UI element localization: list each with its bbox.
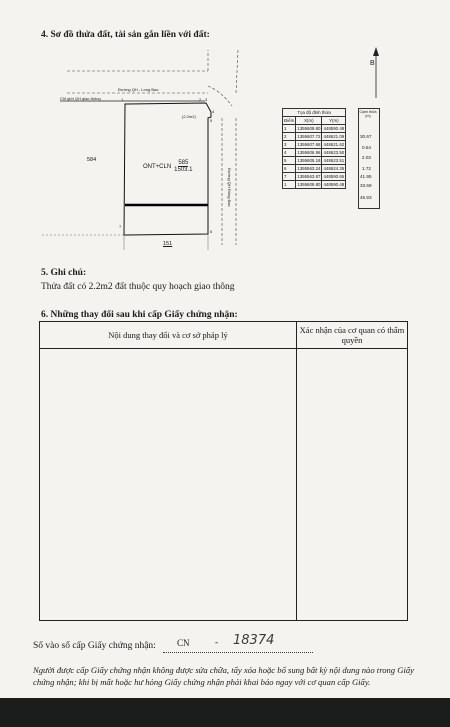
point-5: 5 bbox=[210, 118, 213, 123]
land-plot-diagram bbox=[0, 0, 450, 300]
table-row: 2 1395607.72 448621.09 bbox=[284, 134, 345, 139]
section5-note: Thửa đất có 2.2m2 đất thuộc quy hoạch giao thông bbox=[41, 282, 235, 292]
left-neighbor-label: 584 bbox=[87, 157, 97, 163]
road-right-label: Đường QH Đồng Bao bbox=[227, 168, 232, 207]
table-row: 3 1395607.68 448621.62 bbox=[284, 142, 345, 147]
changes-confirmation-cell bbox=[296, 349, 407, 621]
road-boundary-label: Chỉ giới QH giao thông bbox=[60, 96, 101, 101]
bottom-neighbor-label: 151 bbox=[163, 241, 173, 247]
length-value: 45.93 bbox=[360, 195, 372, 200]
table-row: 1 1395609.80 448590.48 bbox=[284, 126, 345, 131]
registry-dash: - bbox=[215, 638, 219, 648]
parcel-label: ONT+CLN 585 1503.1 bbox=[143, 160, 193, 173]
area-note-label: (2.2m2) bbox=[182, 114, 196, 119]
table-row: 7 1395563.87 448590.65 bbox=[284, 174, 345, 179]
section5-title: 5. Ghi chú: bbox=[41, 268, 87, 278]
changes-col-content: Nội dung thay đổi và cơ sở pháp lý bbox=[40, 322, 297, 349]
coord-header-y: Y(m) bbox=[322, 117, 346, 125]
table-row: 1 1395609.80 448590.48 bbox=[284, 182, 345, 187]
point-6: 6 bbox=[210, 229, 213, 234]
section4-title: 4. Sơ đồ thửa đất, tài sản gắn liền với đất: bbox=[41, 30, 210, 40]
coordinate-table bbox=[282, 108, 346, 189]
table-row: 5 1395605.18 448623.51 bbox=[284, 158, 345, 163]
changes-table bbox=[39, 321, 408, 621]
coord-header-point: Điểm bbox=[284, 118, 295, 123]
point-3: 3 bbox=[205, 97, 208, 102]
point-4: 4 bbox=[212, 109, 215, 114]
coord-table-title: Tọa độ đỉnh thửa bbox=[283, 109, 346, 117]
length-value: 33.69 bbox=[360, 183, 372, 188]
changes-content-cell bbox=[40, 349, 297, 621]
table-row: 4 1395606.96 448623.50 bbox=[284, 150, 345, 155]
length-value: 41.95 bbox=[360, 174, 372, 179]
registry-number: 18374 bbox=[233, 633, 275, 648]
length-value: 1.72 bbox=[362, 166, 371, 171]
length-header: Cạnh thửa (m) bbox=[359, 110, 377, 118]
registry-prefix: CN bbox=[177, 638, 190, 648]
registry-dotted-line bbox=[163, 652, 313, 653]
length-value: 2.03 bbox=[362, 155, 371, 160]
section6-title: 6. Những thay đổi sau khi cấp Giấy chứng nhận: bbox=[41, 310, 238, 320]
footer-note: Người được cấp Giấy chứng nhận không được sửa chữa, tẩy xóa hoặc bổ sung bất kỳ nội dung nào trong Giấy chứng nhận; khi bị mất hoặc hư hỏng Giấy chứng nhận phải khai báo ngay với cơ quan cấp Giấy. bbox=[33, 665, 414, 687]
registry-label: Số vào sổ cấp Giấy chứng nhận: bbox=[33, 641, 156, 651]
point-1: 1 bbox=[121, 97, 124, 102]
changes-col-confirmation: Xác nhận của cơ quan có thẩm quyền bbox=[296, 322, 407, 349]
length-value: 30.67 bbox=[360, 134, 372, 139]
length-value: 0.54 bbox=[362, 145, 371, 150]
road-top-label: Đường QH - Long Bao bbox=[118, 87, 159, 92]
point-2: 2 bbox=[199, 97, 202, 102]
point-7: 7 bbox=[119, 224, 122, 229]
north-label: B bbox=[370, 60, 375, 67]
coord-header-x: X(m) bbox=[296, 117, 322, 125]
table-row: 6 1395563.24 448624.35 bbox=[284, 166, 345, 171]
